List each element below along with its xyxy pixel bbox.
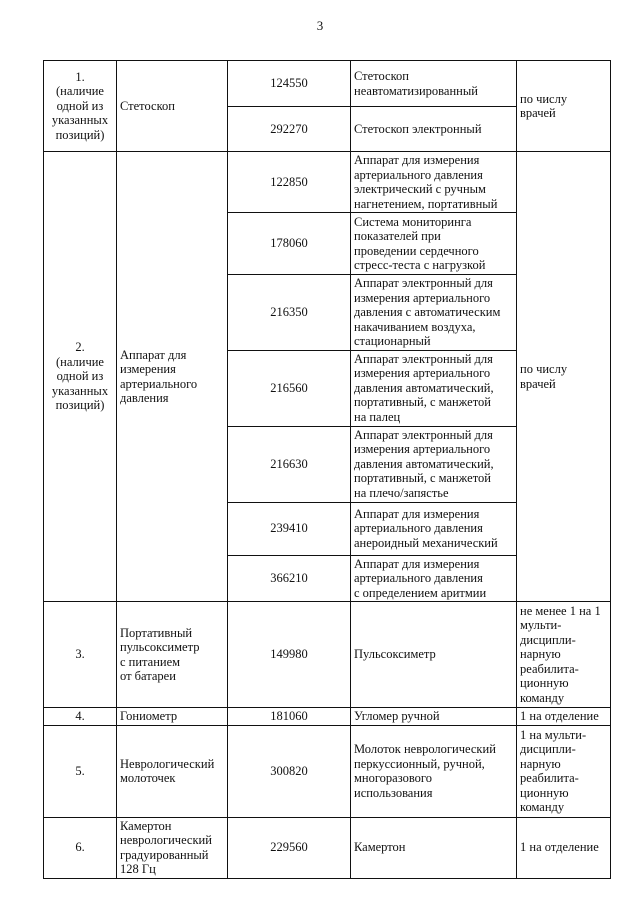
item-code: 239410 [228,502,351,555]
page-number: 3 [316,18,324,33]
row-number: 3. [44,602,117,708]
item-description: Аппарат для измерения артериального давления с определением аритмии [351,555,517,602]
table-row [44,708,611,726]
item-description: Аппарат электронный для измерения артериального давления с автоматическим накачиванием воздуха, стационарный [351,275,517,351]
equipment-name: Камертон неврологический градуированный 128 Гц [117,817,228,878]
quantity-requirement: 1 на мульти- дисципли- нарную реабилита- ционную команду [517,725,611,817]
item-code: 124550 [228,61,351,107]
row-number: 1. (наличие одной из указанных позиций) [44,61,117,152]
row-number: 6. [44,817,117,878]
item-code: 216560 [228,350,351,426]
equipment-table [43,60,611,879]
item-description: Пульсоксиметр [351,602,517,708]
item-description: Аппарат электронный для измерения артериального давления автоматический, портативный, с манжетой на палец [351,350,517,426]
item-description: Аппарат для измерения артериального давления анероидный механический [351,502,517,555]
row-number: 4. [44,708,117,726]
row-number: 5. [44,725,117,817]
item-code: 216630 [228,426,351,502]
item-code: 229560 [228,817,351,878]
item-description: Аппарат электронный для измерения артериального давления автоматический, портативный, с манжетой на плечо/запястье [351,426,517,502]
table-row [44,61,611,107]
table-row [44,602,611,708]
item-code: 366210 [228,555,351,602]
item-code: 300820 [228,725,351,817]
equipment-name: Аппарат для измерения артериального давления [117,152,228,602]
equipment-name: Портативный пульсоксиметр с питанием от батареи [117,602,228,708]
quantity-requirement: по числу врачей [517,152,611,602]
item-description: Камертон [351,817,517,878]
table-row [44,817,611,878]
quantity-requirement: 1 на отделение [517,817,611,878]
item-code: 292270 [228,107,351,152]
item-code: 181060 [228,708,351,726]
table-row [44,725,611,817]
item-description: Угломер ручной [351,708,517,726]
row-number: 2. (наличие одной из указанных позиций) [44,152,117,602]
item-code: 216350 [228,275,351,351]
table-row [44,152,611,213]
equipment-name: Неврологический молоточек [117,725,228,817]
equipment-name: Гониометр [117,708,228,726]
item-description: Аппарат для измерения артериального давления электрический с ручным нагнетением, портативный [351,152,517,213]
quantity-requirement: по числу врачей [517,61,611,152]
item-code: 178060 [228,213,351,275]
item-description: Стетоскоп неавтоматизированный [351,61,517,107]
equipment-name: Стетоскоп [117,61,228,152]
item-description: Стетоскоп электронный [351,107,517,152]
quantity-requirement: 1 на отделение [517,708,611,726]
quantity-requirement: не менее 1 на 1 мульти- дисципли- нарную реабилита- ционную команду [517,602,611,708]
item-code: 122850 [228,152,351,213]
item-description: Молоток неврологический перкуссионный, ручной, многоразового использования [351,725,517,817]
item-code: 149980 [228,602,351,708]
item-description: Система мониторинга показателей при проведении сердечного стресс-теста с нагрузкой [351,213,517,275]
